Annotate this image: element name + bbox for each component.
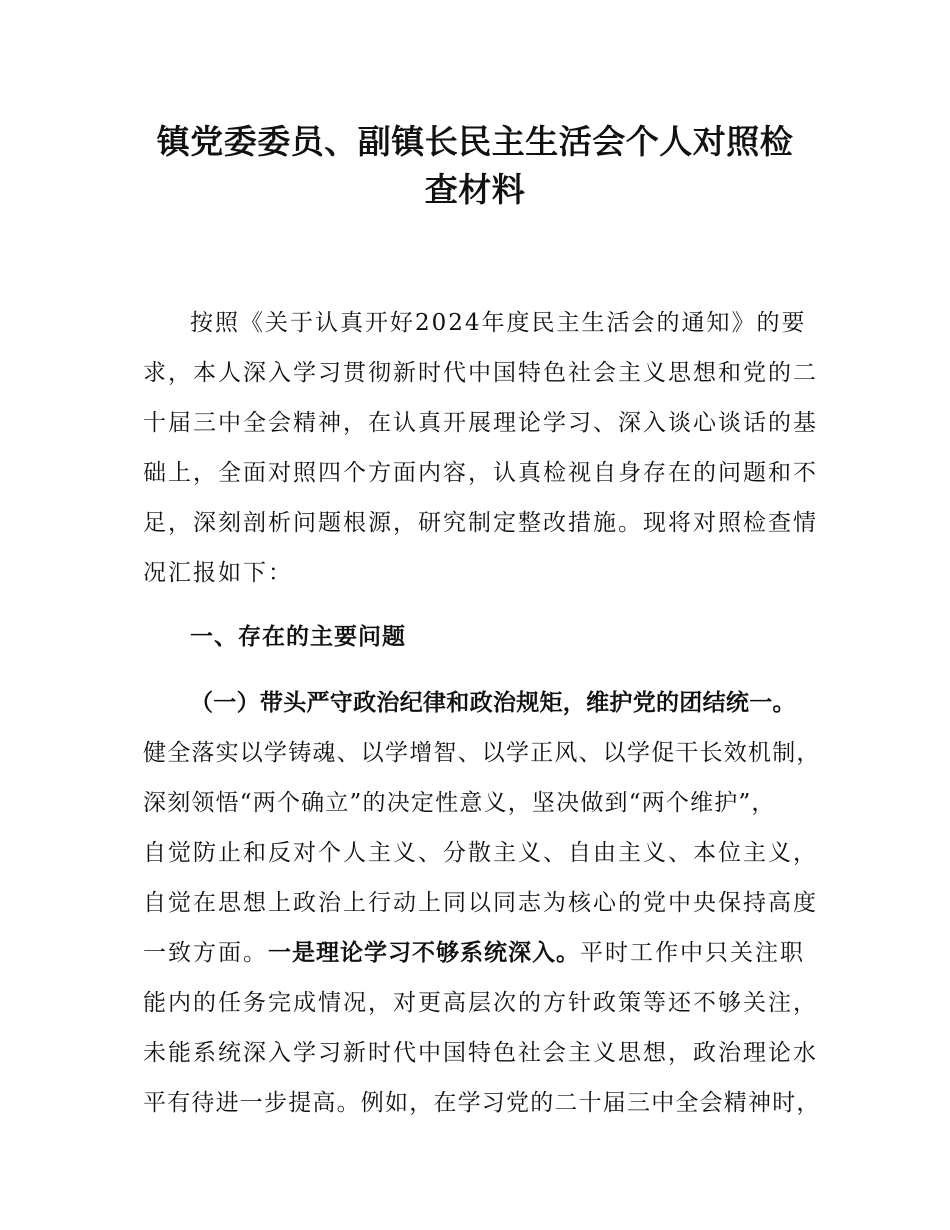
paragraph-line: 自觉防止和反对个人主义、分散主义、自由主义、本位主义， — [143, 840, 818, 866]
paragraph-line: 按照《关于认真开好2024年度民主生活会的通知》的要 — [190, 310, 807, 336]
emphasis-text: 一是理论学习不够系统深入。 — [268, 940, 580, 966]
subsection-heading: （一）带头严守政治纪律和政治规矩，维护党的团结统一。 — [190, 690, 796, 716]
paragraph-line: 自觉在思想上政治上行动上同以同志为核心的党中央保持高度 — [143, 890, 818, 916]
paragraph-line: 深刻领悟“两个确立”的决定性意义，坚决做到“两个维护”， — [143, 790, 776, 816]
line-suffix: 平时工作中只关注职 — [580, 940, 805, 966]
paragraph-line: 足，深刻剖析问题根源，研究制定整改措施。现将对照检查情 — [143, 510, 818, 536]
paragraph-line: 况汇报如下： — [143, 560, 293, 586]
paragraph-line: 求，本人深入学习贯彻新时代中国特色社会主义思想和党的二 — [143, 360, 818, 386]
document-title-line-1: 镇党委委员、副镇长民主生活会个人对照检 — [156, 122, 794, 161]
line-prefix: 一致方面。 — [143, 940, 268, 966]
paragraph-line-with-emphasis — [143, 936, 833, 970]
document-title-line-2: 查材料 — [424, 170, 526, 209]
paragraph-line: 平有待进一步提高。例如，在学习党的二十届三中全会精神时， — [143, 1090, 821, 1116]
paragraph-line: 健全落实以学铸魂、以学增智、以学正风、以学促干长效机制， — [143, 740, 821, 766]
paragraph-line: 础上，全面对照四个方面内容，认真检视自身存在的问题和不 — [143, 460, 818, 486]
section-heading: 一、存在的主要问题 — [190, 624, 406, 650]
paragraph-line: 未能系统深入学习新时代中国特色社会主义思想，政治理论水 — [143, 1040, 818, 1066]
paragraph-line: 十届三中全会精神，在认真开展理论学习、深入谈心谈话的基 — [143, 410, 818, 436]
paragraph-line: 能内的任务完成情况，对更高层次的方针政策等还不够关注， — [143, 990, 818, 1016]
